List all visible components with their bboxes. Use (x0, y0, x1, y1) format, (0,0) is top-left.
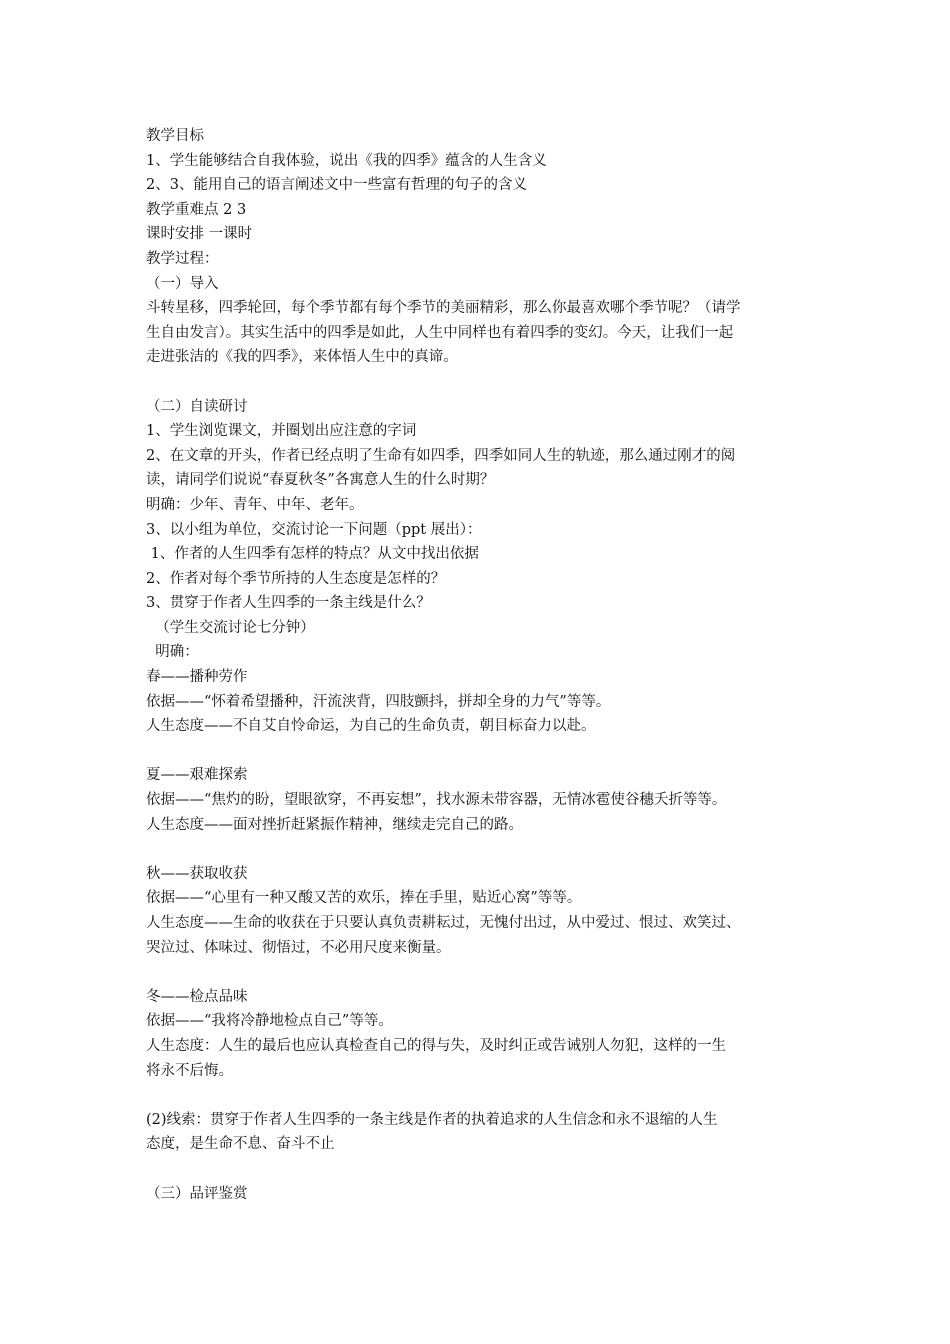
blank-line (146, 1157, 814, 1182)
text-line: 依据——“焦灼的盼，望眼欲穿，不再妄想”，找水源未带容器，无情冰雹使谷穗夭折等等。 (146, 792, 727, 809)
section-heading: （三）品评鉴赏 (146, 1185, 248, 1202)
text-line: 走进张洁的《我的四季》，来体悟人生中的真谛。 (146, 349, 458, 366)
section-heading: （二）自读研讨 (146, 398, 248, 415)
text-line: 1、学生浏览课文，并圈划出应注意的字词 (146, 423, 417, 440)
blank-line (146, 1083, 814, 1108)
text-line: 课时安排 一课时 (146, 226, 253, 243)
blank-line (146, 370, 814, 395)
text-line: 1、作者的人生四季有怎样的特点？从文中找出依据 (146, 546, 479, 563)
text-line: (2)线索：贯穿于作者人生四季的一条主线是作者的执着追求的人生信念和永不退缩的人生 (146, 1111, 718, 1128)
document-page (146, 124, 814, 1206)
text-line: 3、贯穿于作者人生四季的一条主线是什么？ (146, 595, 431, 612)
text-line: 教学过程： (146, 250, 219, 267)
text-line: （学生交流讨论七分钟） (146, 619, 315, 636)
blank-line (146, 960, 814, 985)
text-line: 人生态度：人生的最后也应认真检查自己的得与失，及时纠正或告诫别人勿犯，这样的一生 (146, 1037, 726, 1054)
text-line: 2、3、能用自己的语言阐述文中一些富有哲理的句子的含义 (146, 177, 527, 194)
section-heading: （一）导入 (146, 275, 219, 292)
text-line: 明确： (146, 644, 199, 661)
text-line: 依据——“心里有一种又酸又苦的欢乐，捧在手里，贴近心窝”等等。 (146, 890, 582, 907)
blank-line (146, 837, 814, 862)
text-line: 人生态度——面对挫折赶紧振作精神，继续走完自己的路。 (146, 816, 523, 833)
text-line: 教学重难点 2 3 (146, 201, 247, 218)
text-line: 人生态度——不自艾自怜命运，为自己的生命负责，朝目标奋力以赴。 (146, 718, 596, 735)
text-line: 态度，是生命不息、奋斗不止 (146, 1136, 335, 1153)
text-line: 冬——检点品味 (146, 988, 248, 1005)
text-line: 生自由发言）。其实生活中的四季是如此，人生中同样也有着四季的变幻。今天，让我们一起 (146, 324, 734, 341)
text-line: 斗转星移，四季轮回，每个季节都有每个季节的美丽精彩，那么你最喜欢哪个季节呢？（请学 (146, 300, 741, 317)
text-line: 春——播种劳作 (146, 669, 248, 686)
text-line: 明确：少年、青年、中年、老年。 (146, 496, 364, 513)
text-line: 1、学生能够结合自我体验，说出《我的四季》蕴含的人生含义 (146, 152, 547, 169)
text-line: 2、在文章的开头，作者已经点明了生命有如四季，四季如同人生的轨迹，那么通过刚才的阅 (146, 447, 736, 464)
text-line: 教学目标 (146, 128, 204, 144)
text-line: 将永不后悔。 (146, 1062, 233, 1079)
blank-line (146, 739, 814, 764)
text-line: 2、作者对每个季节所持的人生态度是怎样的？ (146, 570, 446, 587)
text-line: 依据——“怀着希望播种，汗流浃背，四肢颤抖，拼却全身的力气”等等。 (146, 693, 611, 710)
text-line: 依据——“我将冷静地检点自己”等等。 (146, 1013, 393, 1030)
text-line: 秋——获取收获 (146, 865, 248, 882)
text-line: 人生态度——生命的收获在于只要认真负责耕耘过，无愧付出过，从中爱过、恨过、欢笑过、 (146, 915, 741, 931)
text-line: 夏——艰难探索 (146, 767, 248, 784)
text-line: 哭泣过、体味过、彻悟过，不必用尺度来衡量。 (146, 939, 451, 956)
text-line: 读，请同学们说说“春夏秋冬”各寓意人生的什么时期？ (146, 472, 495, 489)
text-line: 3、以小组为单位，交流讨论一下问题（ppt 展出）： (146, 521, 482, 538)
